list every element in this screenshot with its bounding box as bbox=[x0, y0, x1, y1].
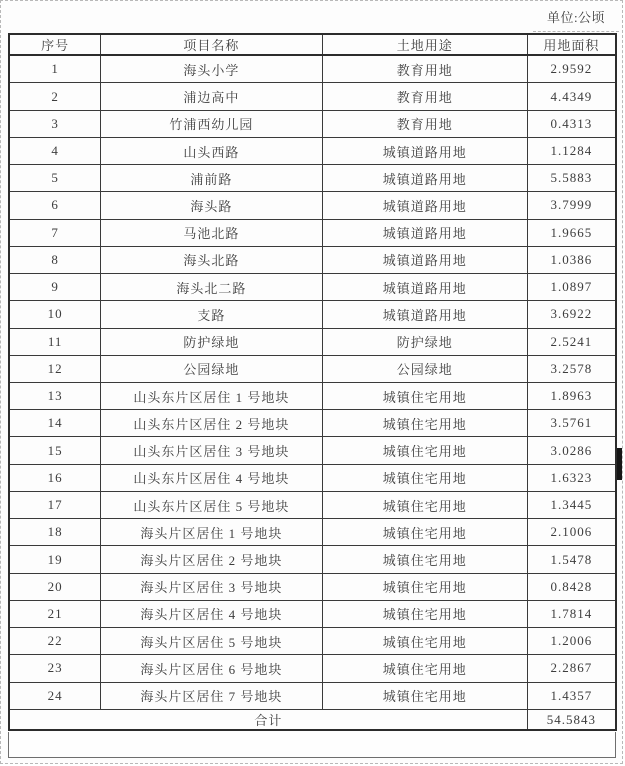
project-name-cell: 山头东片区居住 1 号地块 bbox=[101, 383, 323, 410]
row-no-cell: 17 bbox=[9, 491, 101, 518]
table-row bbox=[9, 628, 616, 655]
row-no-cell: 24 bbox=[9, 682, 101, 709]
row-no-cell: 2 bbox=[9, 83, 101, 110]
land-use-cell: 教育用地 bbox=[322, 55, 527, 83]
project-name-cell: 竹浦西幼儿园 bbox=[101, 110, 323, 137]
area-cell: 3.2578 bbox=[527, 355, 616, 382]
table-row bbox=[9, 328, 616, 355]
row-no-cell: 15 bbox=[9, 437, 101, 464]
project-name-cell: 山头东片区居住 4 号地块 bbox=[101, 464, 323, 491]
land-use-cell: 城镇住宅用地 bbox=[322, 383, 527, 410]
project-name-cell: 海头片区居住 4 号地块 bbox=[101, 600, 323, 627]
area-cell: 2.1006 bbox=[527, 519, 616, 546]
table-row bbox=[9, 192, 616, 219]
land-use-cell: 城镇道路用地 bbox=[322, 274, 527, 301]
project-name-cell: 海头片区居住 2 号地块 bbox=[101, 546, 323, 573]
empty-footer-strip bbox=[8, 732, 616, 758]
total-area-cell: 54.5843 bbox=[527, 710, 616, 731]
project-name-cell: 海头片区居住 1 号地块 bbox=[101, 519, 323, 546]
area-cell: 1.0897 bbox=[527, 274, 616, 301]
row-no-cell: 16 bbox=[9, 464, 101, 491]
land-use-cell: 城镇住宅用地 bbox=[322, 519, 527, 546]
project-name-cell: 海头小学 bbox=[101, 55, 323, 83]
project-name-cell: 海头北路 bbox=[101, 246, 323, 273]
table-row bbox=[9, 491, 616, 518]
land-use-cell: 城镇住宅用地 bbox=[322, 655, 527, 682]
area-cell: 4.4349 bbox=[527, 83, 616, 110]
row-no-cell: 18 bbox=[9, 519, 101, 546]
row-no-cell: 7 bbox=[9, 219, 101, 246]
row-no-cell: 8 bbox=[9, 246, 101, 273]
table-row bbox=[9, 83, 616, 110]
unit-label: 单位:公顷 bbox=[533, 7, 619, 32]
land-use-cell: 防护绿地 bbox=[322, 328, 527, 355]
row-no-cell: 6 bbox=[9, 192, 101, 219]
project-name-cell: 山头东片区居住 2 号地块 bbox=[101, 410, 323, 437]
row-no-cell: 20 bbox=[9, 573, 101, 600]
area-cell: 3.0286 bbox=[527, 437, 616, 464]
table-row bbox=[9, 464, 616, 491]
land-use-cell: 城镇住宅用地 bbox=[322, 600, 527, 627]
area-cell: 1.6323 bbox=[527, 464, 616, 491]
row-no-cell: 5 bbox=[9, 165, 101, 192]
area-cell: 5.5883 bbox=[527, 165, 616, 192]
area-cell: 2.9592 bbox=[527, 55, 616, 83]
area-cell: 0.8428 bbox=[527, 573, 616, 600]
area-cell: 1.8963 bbox=[527, 383, 616, 410]
column-header-name: 项目名称 bbox=[101, 34, 323, 55]
area-cell: 1.0386 bbox=[527, 246, 616, 273]
row-no-cell: 23 bbox=[9, 655, 101, 682]
row-no-cell: 3 bbox=[9, 110, 101, 137]
area-cell: 1.9665 bbox=[527, 219, 616, 246]
row-no-cell: 21 bbox=[9, 600, 101, 627]
area-cell: 1.7814 bbox=[527, 600, 616, 627]
land-use-table bbox=[8, 33, 617, 731]
row-no-cell: 22 bbox=[9, 628, 101, 655]
land-use-cell: 城镇道路用地 bbox=[322, 246, 527, 273]
land-use-cell: 城镇住宅用地 bbox=[322, 464, 527, 491]
project-name-cell: 浦前路 bbox=[101, 165, 323, 192]
table-row bbox=[9, 682, 616, 709]
table-row bbox=[9, 246, 616, 273]
land-use-cell: 城镇道路用地 bbox=[322, 192, 527, 219]
project-name-cell: 海头片区居住 3 号地块 bbox=[101, 573, 323, 600]
land-use-cell: 城镇道路用地 bbox=[322, 165, 527, 192]
row-no-cell: 10 bbox=[9, 301, 101, 328]
table-row bbox=[9, 301, 616, 328]
project-name-cell: 山头东片区居住 5 号地块 bbox=[101, 491, 323, 518]
table-row bbox=[9, 383, 616, 410]
land-use-cell: 城镇住宅用地 bbox=[322, 491, 527, 518]
land-use-cell: 教育用地 bbox=[322, 110, 527, 137]
land-use-cell: 城镇道路用地 bbox=[322, 219, 527, 246]
project-name-cell: 山头东片区居住 3 号地块 bbox=[101, 437, 323, 464]
land-use-cell: 城镇道路用地 bbox=[322, 137, 527, 164]
project-name-cell: 防护绿地 bbox=[101, 328, 323, 355]
total-row bbox=[9, 710, 616, 731]
table-row bbox=[9, 274, 616, 301]
table-row bbox=[9, 573, 616, 600]
land-use-cell: 城镇住宅用地 bbox=[322, 546, 527, 573]
scrollbar-thumb[interactable] bbox=[617, 448, 622, 480]
land-use-cell: 教育用地 bbox=[322, 83, 527, 110]
column-header-area: 用地面积 bbox=[527, 34, 616, 55]
column-header-no: 序号 bbox=[9, 34, 101, 55]
area-cell: 3.7999 bbox=[527, 192, 616, 219]
total-label-cell: 合计 bbox=[9, 710, 527, 731]
row-no-cell: 1 bbox=[9, 55, 101, 83]
project-name-cell: 公园绿地 bbox=[101, 355, 323, 382]
table-row bbox=[9, 165, 616, 192]
row-no-cell: 4 bbox=[9, 137, 101, 164]
row-no-cell: 11 bbox=[9, 328, 101, 355]
area-cell: 3.5761 bbox=[527, 410, 616, 437]
table-row bbox=[9, 546, 616, 573]
project-name-cell: 海头片区居住 7 号地块 bbox=[101, 682, 323, 709]
area-cell: 2.5241 bbox=[527, 328, 616, 355]
column-header-use: 土地用途 bbox=[322, 34, 527, 55]
land-use-cell: 城镇住宅用地 bbox=[322, 410, 527, 437]
row-no-cell: 12 bbox=[9, 355, 101, 382]
table-row bbox=[9, 437, 616, 464]
project-name-cell: 海头路 bbox=[101, 192, 323, 219]
row-no-cell: 14 bbox=[9, 410, 101, 437]
row-no-cell: 9 bbox=[9, 274, 101, 301]
table-row bbox=[9, 410, 616, 437]
row-no-cell: 19 bbox=[9, 546, 101, 573]
project-name-cell: 海头片区居住 5 号地块 bbox=[101, 628, 323, 655]
land-use-cell: 城镇住宅用地 bbox=[322, 628, 527, 655]
table-row bbox=[9, 110, 616, 137]
table-row bbox=[9, 655, 616, 682]
header-row bbox=[9, 34, 616, 55]
area-cell: 1.4357 bbox=[527, 682, 616, 709]
table-row bbox=[9, 219, 616, 246]
project-name-cell: 支路 bbox=[101, 301, 323, 328]
project-name-cell: 马池北路 bbox=[101, 219, 323, 246]
area-cell: 3.6922 bbox=[527, 301, 616, 328]
project-name-cell: 浦边高中 bbox=[101, 83, 323, 110]
table-row bbox=[9, 519, 616, 546]
area-cell: 1.1284 bbox=[527, 137, 616, 164]
table-row bbox=[9, 137, 616, 164]
land-use-cell: 城镇住宅用地 bbox=[322, 437, 527, 464]
table-row bbox=[9, 355, 616, 382]
area-cell: 0.4313 bbox=[527, 110, 616, 137]
land-use-cell: 城镇住宅用地 bbox=[322, 682, 527, 709]
land-use-cell: 城镇道路用地 bbox=[322, 301, 527, 328]
land-use-cell: 城镇住宅用地 bbox=[322, 573, 527, 600]
table-row bbox=[9, 600, 616, 627]
table-row bbox=[9, 55, 616, 83]
project-name-cell: 海头北二路 bbox=[101, 274, 323, 301]
land-use-cell: 公园绿地 bbox=[322, 355, 527, 382]
project-name-cell: 山头西路 bbox=[101, 137, 323, 164]
row-no-cell: 13 bbox=[9, 383, 101, 410]
area-cell: 1.5478 bbox=[527, 546, 616, 573]
project-name-cell: 海头片区居住 6 号地块 bbox=[101, 655, 323, 682]
area-cell: 2.2867 bbox=[527, 655, 616, 682]
area-cell: 1.2006 bbox=[527, 628, 616, 655]
area-cell: 1.3445 bbox=[527, 491, 616, 518]
